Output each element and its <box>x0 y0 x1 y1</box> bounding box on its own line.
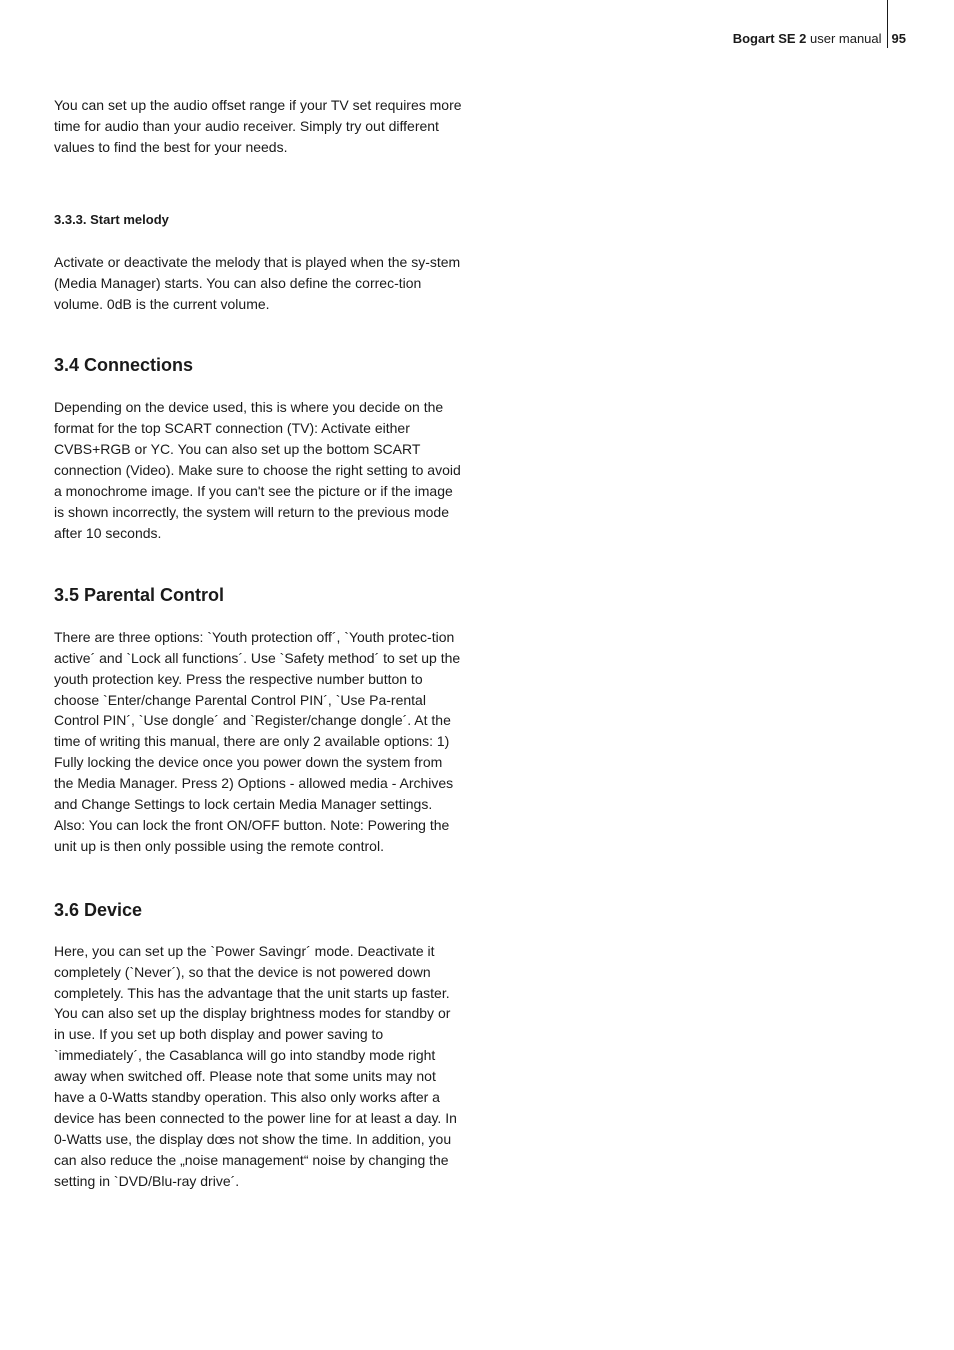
document-label: user manual <box>806 31 882 46</box>
section-heading-connections: 3.4 Connections <box>54 355 194 376</box>
subsection-heading-start-melody: 3.3.3. Start melody <box>54 211 169 227</box>
header-title <box>733 30 882 48</box>
paragraph-start-melody: Activate or deactivate the melody that is played when the sy-stem (Media Manager) starts. You can also define the correc-tion volume. 0dB is the current volume. <box>54 253 461 312</box>
page-content <box>54 95 464 1192</box>
product-name: Bogart SE 2 <box>732 31 807 46</box>
section-heading-device: 3.6 Device <box>54 899 143 920</box>
page-number: 95 <box>891 31 906 46</box>
paragraph-device: Here, you can set up the `Power Savingr´ mode. Deactivate it completely (`Never´), so that the device is not powered down completely. This has the advantage that the unit starts up faster. You can also set up the display brightness modes for standby or in use. If you set up both display and power saving to `immediately´, the Casablanca will go into standby mode right away when switched off. Please note that some units may not have a 0-Watts standby operation. This also only works after a device has been connected to the power line for at least a day. In 0-Watts use, the display dœs not show the time. In addition, you can also reduce the „noise management“ noise by changing the setting in `DVD/Blu-ray drive´. <box>54 942 457 1189</box>
section-heading-parental-control: 3.5 Parental Control <box>54 584 225 605</box>
paragraph-parental-control: There are three options: `Youth protection off´, `Youth protec-tion active´ and `Lock all functions´. Use `Safety method´ to set up the youth protection key. Press the respective number button to choose `Enter/change Parental Control PIN´, `Use Pa-rental Control PIN´, `Use dongle´ and `Register/change dongle´. At the time of writing this manual, there are only 2 available options: 1) Fully locking the device once you power down the system from the Media Manager. Press 2) Options - allowed media - Archives and Change Settings to lock certain Media Manager settings. Also: You can lock the front ON/OFF button. Note: Powering the unit up is then only possible using the remote control. <box>54 628 461 854</box>
page-header <box>733 30 906 48</box>
header-divider <box>887 0 888 48</box>
paragraph-connections: Depending on the device used, this is where you decide on the format for the top SCART connection (TV): Activate either CVBS+RGB or YC. You can also set up the bottom SCART connection (Video). Make sure to choose the right setting to avoid a monochrome image. If you can't see the picture or if the image is shown incorrectly, the system will return to the previous mode after 10 seconds. <box>54 399 461 541</box>
paragraph-audio-offset: You can set up the audio offset range if your TV set requires more time for audio than your audio receiver. Simply try out different values to find the best for your needs. <box>54 97 462 155</box>
